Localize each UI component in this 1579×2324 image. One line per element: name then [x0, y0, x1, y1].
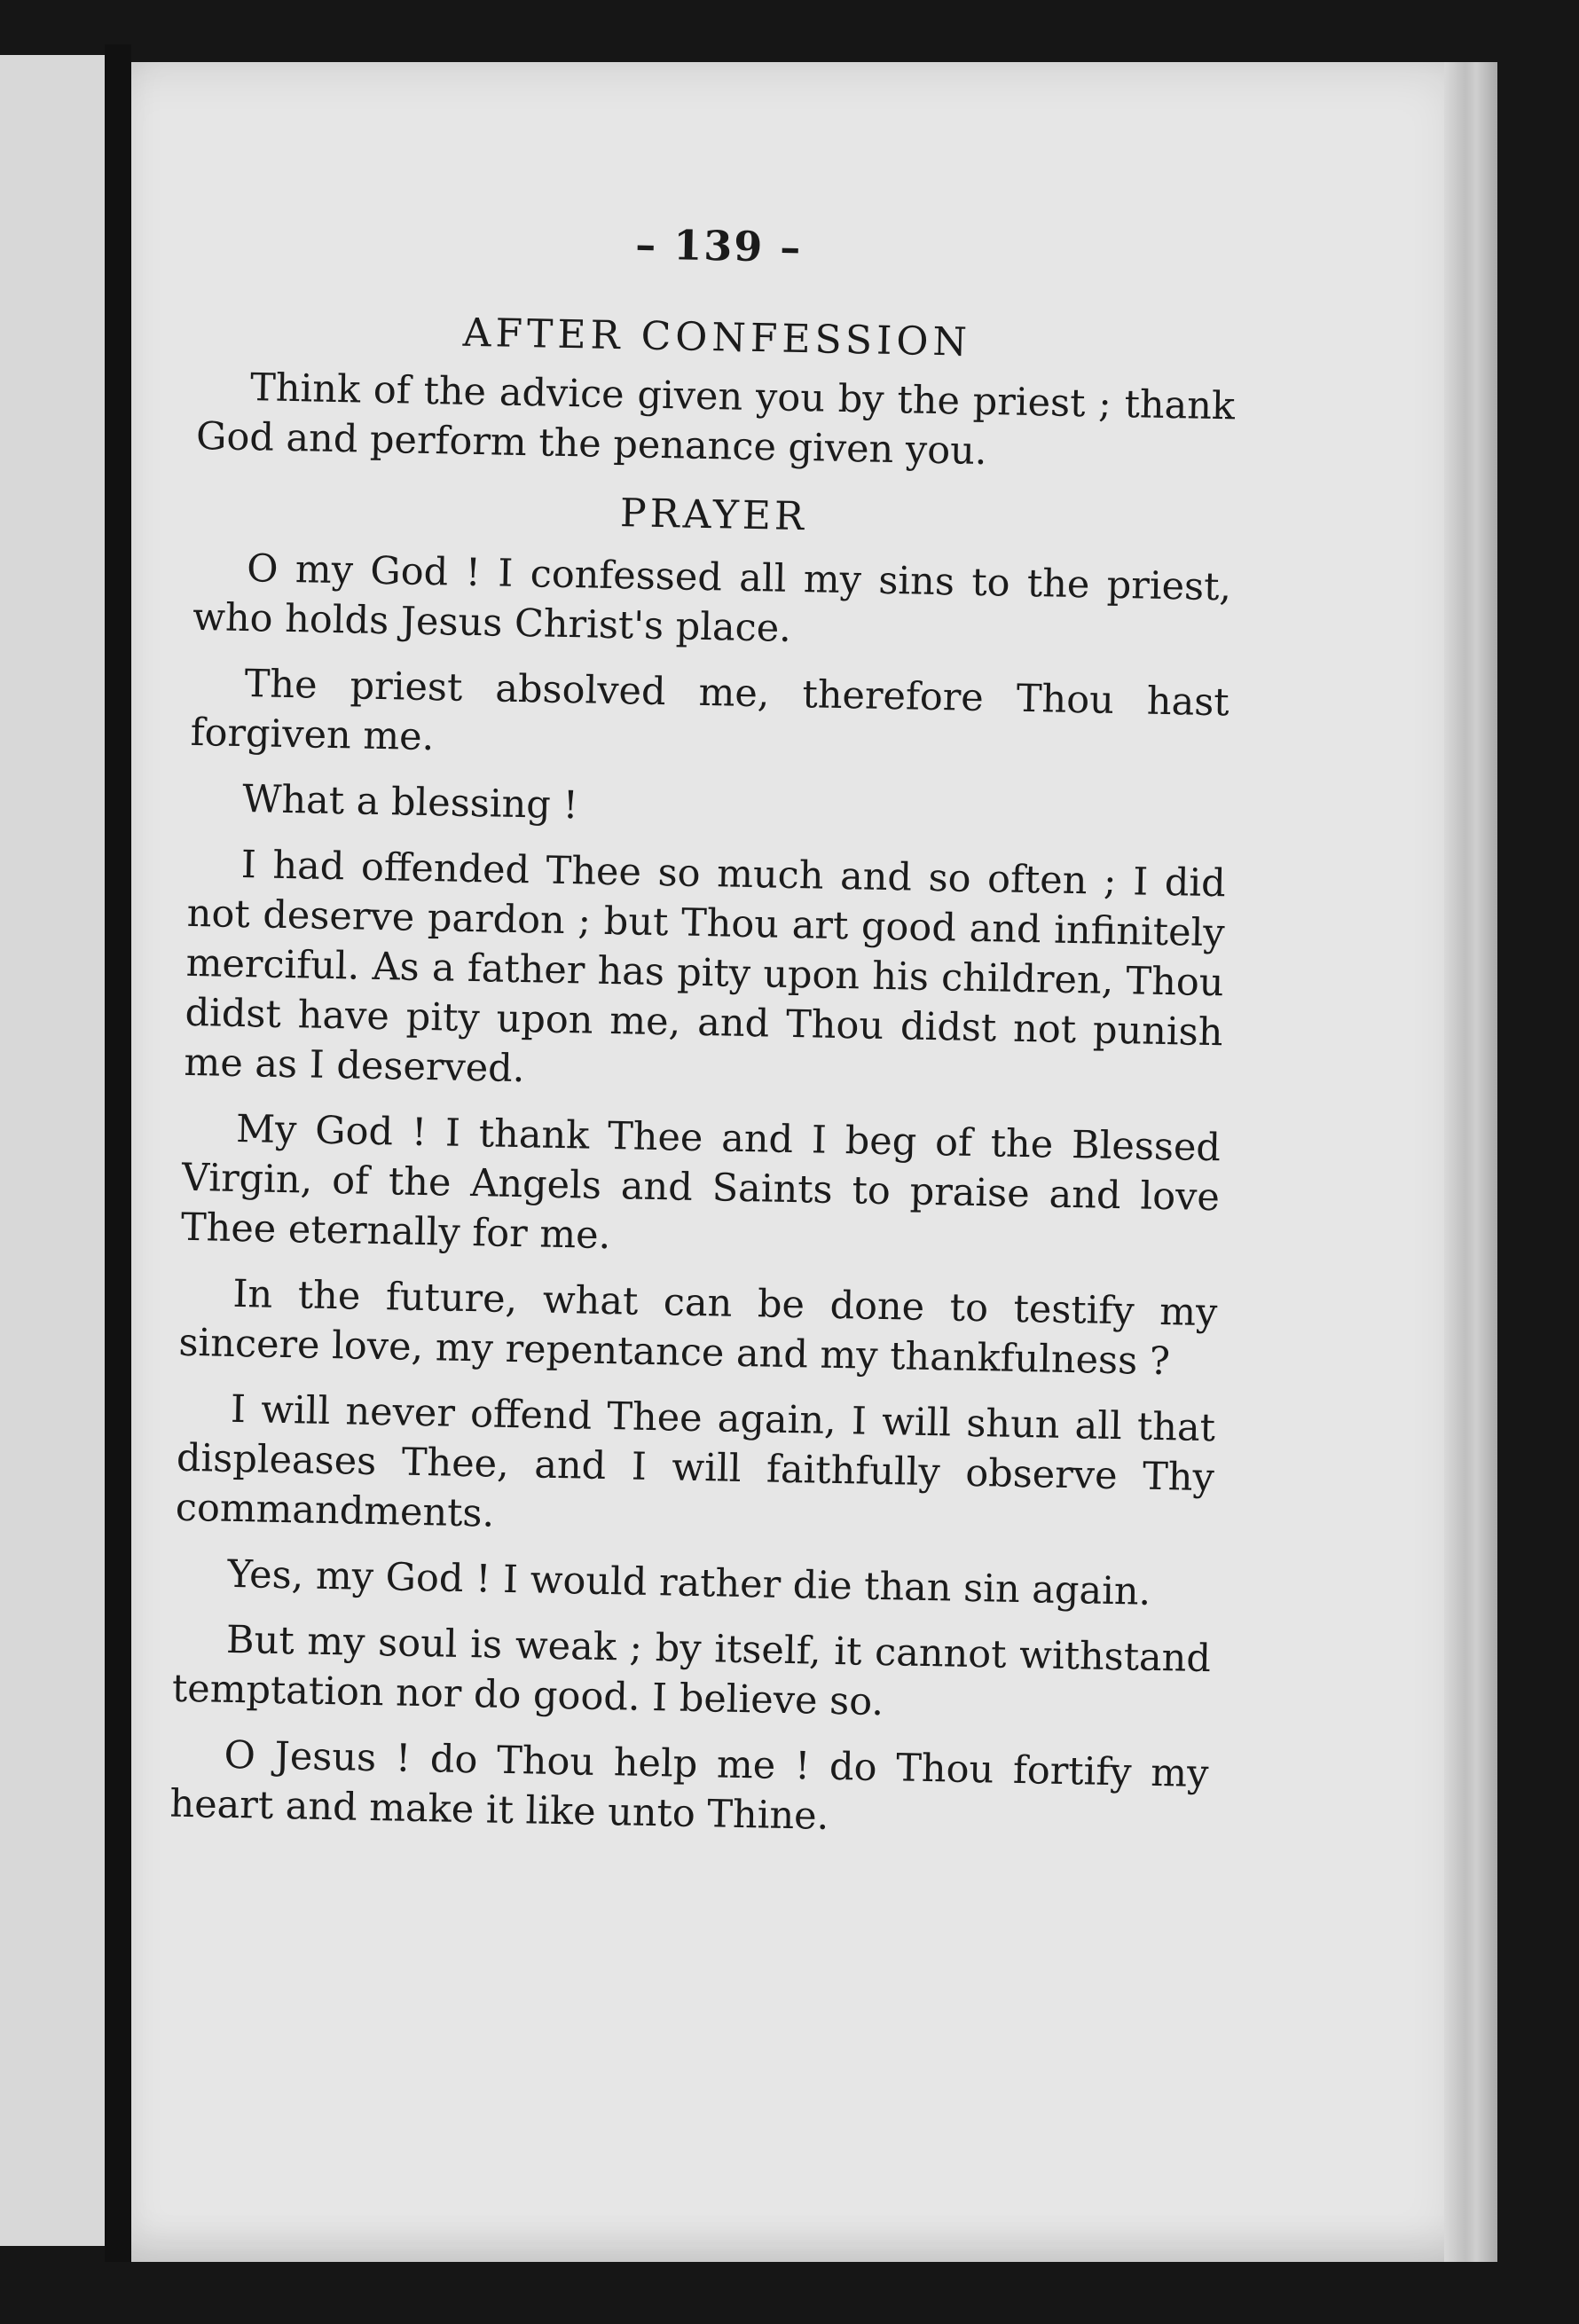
prayer-paragraph-5: My God ! I thank Thee and I beg of the Blessed Virgin, of the Angels and Saints to praise and love Thee eternally for me. — [180, 1106, 1222, 1259]
prayer-paragraph-2: The priest absolved me, therefore Thou hast forgiven me. — [190, 662, 1230, 760]
page-fore-edge — [1444, 62, 1497, 2262]
prayer-paragraph-1: O my God ! I confessed all my sins to the priest, who holds Jesus Christ's place. — [192, 546, 1232, 651]
intro-paragraph: Think of the advice given you by the priest ; thank God and perform the penance given you. — [195, 365, 1236, 475]
page-number: – 139 – — [634, 220, 803, 272]
book-gutter — [105, 44, 131, 2262]
prayer-paragraph-6: In the future, what can be done to testify my sincere love, my repentance and my thankfulness ? — [178, 1271, 1218, 1385]
section-heading: AFTER CONFESSION — [462, 310, 972, 365]
prayer-paragraph-8: Yes, my God ! I would rather die than sin again. — [227, 1551, 1151, 1614]
prayer-paragraph-7: I will never offend Thee again, I will shun all that displeases Thee, and I will faithfully observe Thy commandments. — [175, 1386, 1216, 1536]
prayer-paragraph-4: I had offended Thee so much and so often ; I did not deserve pardon ; but Thou art good and infinitely merciful. As a father has pity upon his children, Thou didst have pity upon me, and Thou didst not punish me as I deserved. — [184, 843, 1227, 1092]
page-text-block — [169, 211, 1238, 1865]
prayer-heading: PRAYER — [619, 491, 808, 540]
left-page-edge — [0, 55, 105, 2246]
book-page — [131, 62, 1497, 2262]
prayer-paragraph-3: What a blessing ! — [241, 777, 579, 828]
prayer-paragraph-10: O Jesus ! do Thou help me ! do Thou fortify my heart and make it like unto Thine. — [169, 1732, 1209, 1839]
prayer-paragraph-9: But my soul is weak ; by itself, it cannot withstand temptation nor do good. I believe so. — [171, 1617, 1212, 1725]
